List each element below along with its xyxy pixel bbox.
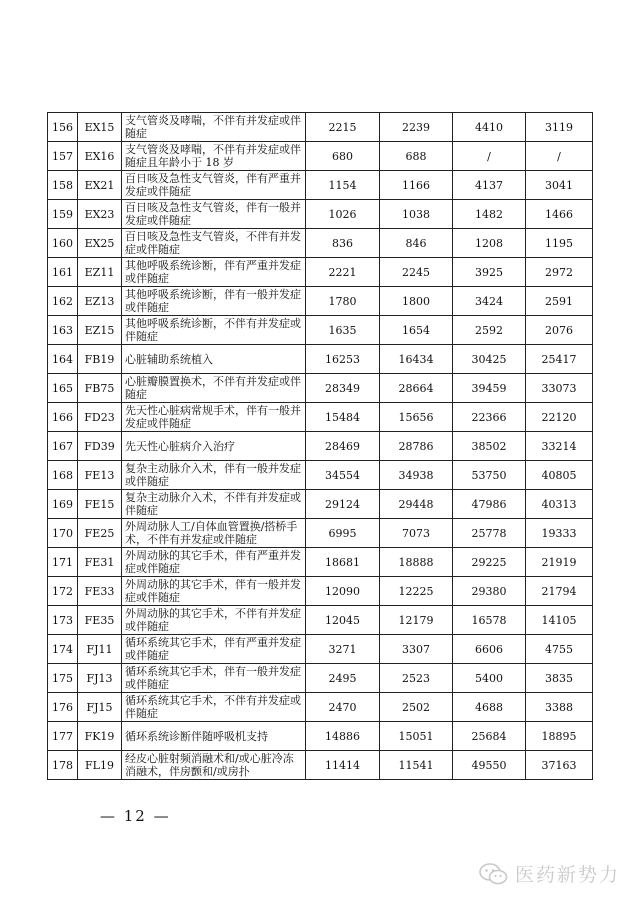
value-2-cell: 688 — [380, 142, 453, 171]
drg-code-cell: FJ15 — [78, 693, 122, 722]
table-row — [48, 751, 593, 780]
value-4-cell: 14105 — [526, 606, 593, 635]
value-1-cell: 1154 — [306, 171, 380, 200]
table-row — [48, 461, 593, 490]
table-row — [48, 606, 593, 635]
value-4-cell: 2591 — [526, 287, 593, 316]
drg-code-cell: FD23 — [78, 403, 122, 432]
drg-name-cell: 百日咳及急性支气管炎，伴有一般并发症或伴随症 — [122, 200, 306, 229]
value-3-cell: 22366 — [453, 403, 526, 432]
drg-name-cell: 支气管炎及哮喘，不伴有并发症或伴随症且年龄小于 18 岁 — [122, 142, 306, 171]
value-2-cell: 11541 — [380, 751, 453, 780]
drg-code-cell: FE15 — [78, 490, 122, 519]
page-number: — 12 — — [100, 807, 171, 825]
value-2-cell: 12179 — [380, 606, 453, 635]
drg-code-cell: FE13 — [78, 461, 122, 490]
value-1-cell: 34554 — [306, 461, 380, 490]
value-1-cell: 12045 — [306, 606, 380, 635]
row-number-cell: 177 — [48, 722, 78, 751]
drg-code-cell: EX25 — [78, 229, 122, 258]
row-number-cell: 161 — [48, 258, 78, 287]
value-2-cell: 28664 — [380, 374, 453, 403]
value-3-cell: 4688 — [453, 693, 526, 722]
row-number-cell: 174 — [48, 635, 78, 664]
table-row — [48, 664, 593, 693]
value-4-cell: 4755 — [526, 635, 593, 664]
table-row — [48, 345, 593, 374]
value-3-cell: 4137 — [453, 171, 526, 200]
value-2-cell: 34938 — [380, 461, 453, 490]
drg-name-cell: 循环系统其它手术，不伴有并发症或伴随症 — [122, 693, 306, 722]
value-3-cell: 38502 — [453, 432, 526, 461]
row-number-cell: 178 — [48, 751, 78, 780]
table-row — [48, 722, 593, 751]
table-row — [48, 258, 593, 287]
value-1-cell: 1635 — [306, 316, 380, 345]
value-3-cell: 16578 — [453, 606, 526, 635]
drg-name-cell: 循环系统其它手术，伴有严重并发症或伴随症 — [122, 635, 306, 664]
drg-name-cell: 其他呼吸系统诊断，伴有严重并发症或伴随症 — [122, 258, 306, 287]
value-2-cell: 2239 — [380, 113, 453, 142]
row-number-cell: 176 — [48, 693, 78, 722]
row-number-cell: 158 — [48, 171, 78, 200]
value-4-cell: 3041 — [526, 171, 593, 200]
drg-name-cell: 循环系统诊断伴随呼吸机支持 — [122, 722, 306, 751]
value-1-cell: 1780 — [306, 287, 380, 316]
value-4-cell: 25417 — [526, 345, 593, 374]
value-1-cell: 12090 — [306, 577, 380, 606]
wechat-icon — [479, 862, 509, 886]
drg-code-cell: EX23 — [78, 200, 122, 229]
value-2-cell: 2523 — [380, 664, 453, 693]
row-number-cell: 160 — [48, 229, 78, 258]
value-1-cell: 1026 — [306, 200, 380, 229]
drg-name-cell: 先天性心脏病介入治疗 — [122, 432, 306, 461]
value-1-cell: 2470 — [306, 693, 380, 722]
value-3-cell: 4410 — [453, 113, 526, 142]
drg-table — [47, 112, 593, 780]
value-3-cell: 25684 — [453, 722, 526, 751]
value-4-cell: 2972 — [526, 258, 593, 287]
drg-code-cell: EX15 — [78, 113, 122, 142]
row-number-cell: 166 — [48, 403, 78, 432]
table-row — [48, 374, 593, 403]
drg-name-cell: 百日咳及急性支气管炎，不伴有并发症或伴随症 — [122, 229, 306, 258]
value-1-cell: 28349 — [306, 374, 380, 403]
row-number-cell: 173 — [48, 606, 78, 635]
drg-code-cell: FE31 — [78, 548, 122, 577]
watermark-text: 医药新势力 — [514, 864, 620, 886]
table-row — [48, 519, 593, 548]
value-4-cell: / — [526, 142, 593, 171]
table-row — [48, 548, 593, 577]
value-1-cell: 18681 — [306, 548, 380, 577]
value-4-cell: 19333 — [526, 519, 593, 548]
drg-code-cell: FE35 — [78, 606, 122, 635]
drg-code-cell: FJ11 — [78, 635, 122, 664]
table-row — [48, 490, 593, 519]
value-1-cell: 2215 — [306, 113, 380, 142]
table-row — [48, 200, 593, 229]
value-2-cell: 2502 — [380, 693, 453, 722]
drg-code-cell: FE33 — [78, 577, 122, 606]
drg-code-cell: EZ11 — [78, 258, 122, 287]
value-4-cell: 2076 — [526, 316, 593, 345]
table-row — [48, 287, 593, 316]
row-number-cell: 162 — [48, 287, 78, 316]
row-number-cell: 168 — [48, 461, 78, 490]
row-number-cell: 164 — [48, 345, 78, 374]
drg-name-cell: 经皮心脏射频消融术和/或心脏冷冻消融术，伴房颤和/或房扑 — [122, 751, 306, 780]
table-row — [48, 577, 593, 606]
value-2-cell: 1166 — [380, 171, 453, 200]
value-2-cell: 18888 — [380, 548, 453, 577]
value-2-cell: 12225 — [380, 577, 453, 606]
row-number-cell: 169 — [48, 490, 78, 519]
row-number-cell: 157 — [48, 142, 78, 171]
table-row — [48, 142, 593, 171]
value-4-cell: 40805 — [526, 461, 593, 490]
drg-name-cell: 百日咳及急性支气管炎，伴有严重并发症或伴随症 — [122, 171, 306, 200]
value-4-cell: 3835 — [526, 664, 593, 693]
value-3-cell: 1208 — [453, 229, 526, 258]
drg-name-cell: 外周动脉的其它手术，伴有严重并发症或伴随症 — [122, 548, 306, 577]
row-number-cell: 171 — [48, 548, 78, 577]
row-number-cell: 156 — [48, 113, 78, 142]
drg-code-cell: FJ13 — [78, 664, 122, 693]
value-3-cell: 5400 — [453, 664, 526, 693]
row-number-cell: 167 — [48, 432, 78, 461]
drg-name-cell: 心脏辅助系统植入 — [122, 345, 306, 374]
row-number-cell: 170 — [48, 519, 78, 548]
drg-code-cell: FB75 — [78, 374, 122, 403]
value-2-cell: 3307 — [380, 635, 453, 664]
value-3-cell: 1482 — [453, 200, 526, 229]
value-4-cell: 33214 — [526, 432, 593, 461]
value-4-cell: 21919 — [526, 548, 593, 577]
row-number-cell: 172 — [48, 577, 78, 606]
drg-name-cell: 复杂主动脉介入术，不伴有并发症或伴随症 — [122, 490, 306, 519]
drg-code-cell: FB19 — [78, 345, 122, 374]
value-1-cell: 2221 — [306, 258, 380, 287]
table-row — [48, 113, 593, 142]
table-row — [48, 316, 593, 345]
drg-name-cell: 复杂主动脉介入术，伴有一般并发症或伴随症 — [122, 461, 306, 490]
table-row — [48, 693, 593, 722]
value-3-cell: 30425 — [453, 345, 526, 374]
drg-code-cell: EZ13 — [78, 287, 122, 316]
value-2-cell: 28786 — [380, 432, 453, 461]
value-3-cell: 6606 — [453, 635, 526, 664]
table-row — [48, 171, 593, 200]
value-1-cell: 11414 — [306, 751, 380, 780]
value-4-cell: 21794 — [526, 577, 593, 606]
drg-name-cell: 心脏瓣膜置换术，不伴有并发症或伴随症 — [122, 374, 306, 403]
drg-name-cell: 支气管炎及哮喘，不伴有并发症或伴随症 — [122, 113, 306, 142]
value-2-cell: 29448 — [380, 490, 453, 519]
value-1-cell: 15484 — [306, 403, 380, 432]
value-4-cell: 37163 — [526, 751, 593, 780]
value-1-cell: 28469 — [306, 432, 380, 461]
value-1-cell: 6995 — [306, 519, 380, 548]
drg-code-cell: FK19 — [78, 722, 122, 751]
table-row — [48, 432, 593, 461]
value-3-cell: / — [453, 142, 526, 171]
row-number-cell: 163 — [48, 316, 78, 345]
value-4-cell: 40313 — [526, 490, 593, 519]
value-3-cell: 25778 — [453, 519, 526, 548]
value-2-cell: 1038 — [380, 200, 453, 229]
value-2-cell: 7073 — [380, 519, 453, 548]
row-number-cell: 175 — [48, 664, 78, 693]
drg-code-cell: FL19 — [78, 751, 122, 780]
drg-name-cell: 先天性心脏病常规手术，伴有一般并发症或伴随症 — [122, 403, 306, 432]
value-3-cell: 47986 — [453, 490, 526, 519]
drg-code-cell: FE25 — [78, 519, 122, 548]
value-2-cell: 15051 — [380, 722, 453, 751]
table-body — [48, 113, 593, 780]
value-4-cell: 3119 — [526, 113, 593, 142]
value-3-cell: 3925 — [453, 258, 526, 287]
value-1-cell: 680 — [306, 142, 380, 171]
value-4-cell: 3388 — [526, 693, 593, 722]
value-3-cell: 3424 — [453, 287, 526, 316]
drg-code-cell: EX21 — [78, 171, 122, 200]
drg-name-cell: 循环系统其它手术，伴有一般并发症或伴随症 — [122, 664, 306, 693]
drg-name-cell: 外周动脉人工/自体血管置换/搭桥手术，不伴有并发症或伴随症 — [122, 519, 306, 548]
value-3-cell: 2592 — [453, 316, 526, 345]
value-2-cell: 846 — [380, 229, 453, 258]
value-4-cell: 33073 — [526, 374, 593, 403]
row-number-cell: 159 — [48, 200, 78, 229]
drg-name-cell: 其他呼吸系统诊断，伴有一般并发症或伴随症 — [122, 287, 306, 316]
table-row — [48, 229, 593, 258]
value-3-cell: 39459 — [453, 374, 526, 403]
value-2-cell: 15656 — [380, 403, 453, 432]
value-4-cell: 1195 — [526, 229, 593, 258]
value-2-cell: 16434 — [380, 345, 453, 374]
table-row — [48, 635, 593, 664]
value-1-cell: 14886 — [306, 722, 380, 751]
value-2-cell: 1800 — [380, 287, 453, 316]
value-1-cell: 2495 — [306, 664, 380, 693]
drg-code-cell: FD39 — [78, 432, 122, 461]
value-3-cell: 53750 — [453, 461, 526, 490]
value-4-cell: 22120 — [526, 403, 593, 432]
drg-name-cell: 外周动脉的其它手术，不伴有并发症或伴随症 — [122, 606, 306, 635]
value-4-cell: 18895 — [526, 722, 593, 751]
value-2-cell: 1654 — [380, 316, 453, 345]
value-3-cell: 29380 — [453, 577, 526, 606]
value-1-cell: 836 — [306, 229, 380, 258]
value-1-cell: 3271 — [306, 635, 380, 664]
table-row — [48, 403, 593, 432]
value-3-cell: 29225 — [453, 548, 526, 577]
watermark — [479, 860, 620, 887]
value-3-cell: 49550 — [453, 751, 526, 780]
drg-code-cell: EZ15 — [78, 316, 122, 345]
drg-name-cell: 外周动脉的其它手术，伴有一般并发症或伴随症 — [122, 577, 306, 606]
value-2-cell: 2245 — [380, 258, 453, 287]
drg-name-cell: 其他呼吸系统诊断，不伴有并发症或伴随症 — [122, 316, 306, 345]
row-number-cell: 165 — [48, 374, 78, 403]
value-1-cell: 29124 — [306, 490, 380, 519]
value-1-cell: 16253 — [306, 345, 380, 374]
value-4-cell: 1466 — [526, 200, 593, 229]
drg-code-cell: EX16 — [78, 142, 122, 171]
